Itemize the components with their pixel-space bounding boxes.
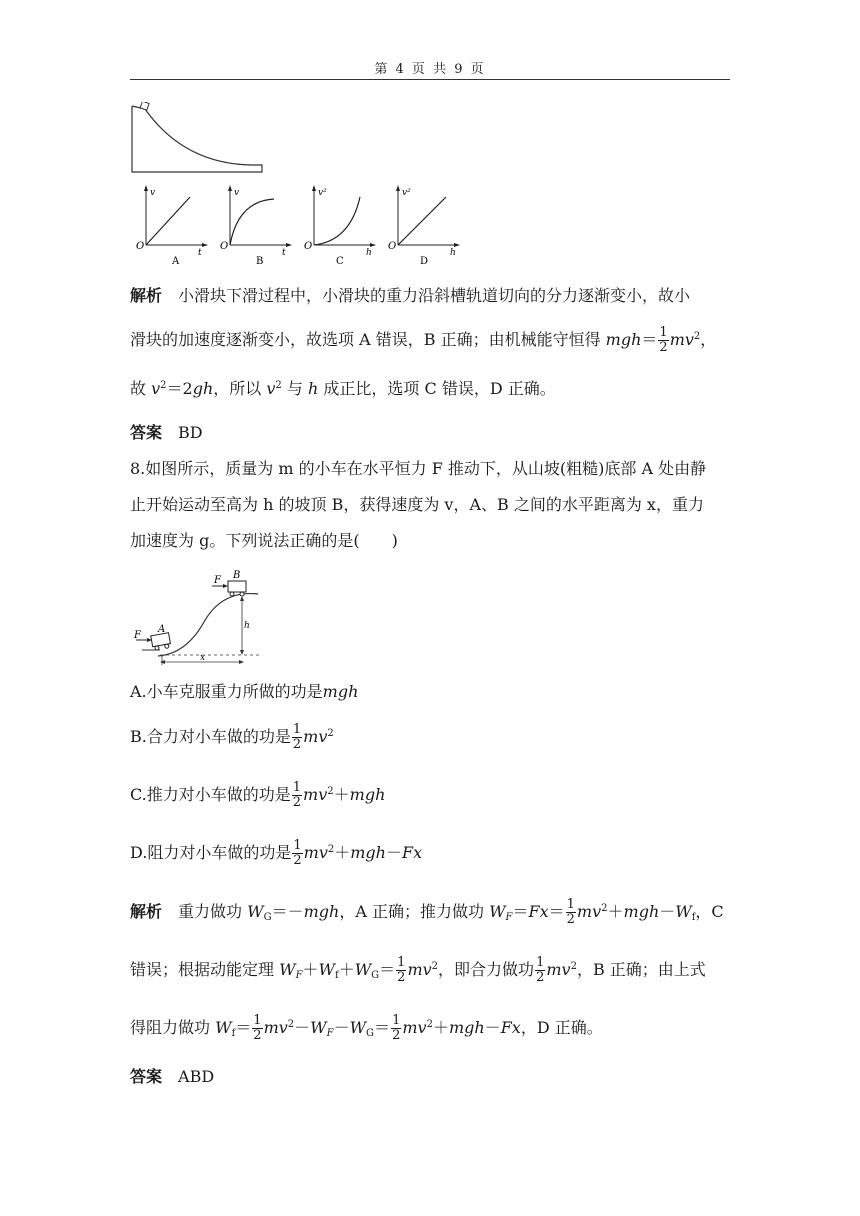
q8-question-line-2: 止开始运动至高为 h 的坡顶 B，获得速度为 v，A、B 之间的水平距离为 x，重力 xyxy=(130,495,704,514)
graph-d-label: D xyxy=(420,256,429,265)
fig-label-h: h xyxy=(244,621,250,631)
graph-a-label: A xyxy=(172,256,180,265)
graph-b-x-label: t xyxy=(282,248,286,258)
graph-d-x-label: h xyxy=(450,248,456,258)
q8-answer xyxy=(130,1066,730,1088)
q8-option-a: A.小车克服重力所做的功是mgh xyxy=(130,682,359,701)
graph-c-x-label: h xyxy=(366,248,372,258)
graph-c-label: C xyxy=(336,256,344,265)
q8-solution-line-3: 得阻力做功 $W_f=$ $\frac{1}{2}$ $mv^2-W_F-W_G=$ $\frac{1}{2}$ $mv^2+mgh-Fx$，D 正确。 xyxy=(130,1013,603,1043)
graph-d-origin: O xyxy=(388,241,397,252)
header-rule xyxy=(130,79,730,80)
graph-d-y-label: v² xyxy=(402,188,411,198)
q8-option-c: C.推力对小车做的功是 $\frac{1}{2}$ $mv^2+mgh$ xyxy=(130,780,386,810)
q7-solution-text-2: 滑块的加速度逐渐变小，故选项 A 错误，B 正确；由机械能守恒得 xyxy=(130,330,601,349)
graph-b xyxy=(218,183,294,269)
q8-option-d: D.阻力对小车做的功是 $\frac{1}{2}$ $mv^2+mgh-Fx$ xyxy=(130,838,423,868)
graph-c-origin: O xyxy=(304,241,313,252)
fig-label-x: x xyxy=(200,653,206,663)
q7-solution-text-1: 小滑块下滑过程中，小滑块的重力沿斜槽轨道切向的分力逐渐变小，故小 xyxy=(178,286,691,305)
q7-answer-label: 答案 xyxy=(130,423,163,442)
graph-b-label: B xyxy=(256,256,264,265)
q7-answer-value: BD xyxy=(178,423,203,442)
q7-solution-line-3: 故 $v^2=2gh$，所以 $v^2$ 与 h 成正比，选项 C 错误，D 正确。 xyxy=(130,379,556,398)
graph-c xyxy=(302,183,378,269)
page-header: 第 4 页 共 9 页 xyxy=(374,62,486,77)
q8-answer-label: 答案 xyxy=(130,1067,163,1086)
q7-answer xyxy=(130,422,730,444)
graph-a-y-label: v xyxy=(150,188,156,198)
graph-b-origin: O xyxy=(220,241,229,252)
q8-solution-line-2: 错误；根据动能定理 $W_F+W_f+W_G=$ $\frac{1}{2}$ $mv^2$，即合力做功 $\frac{1}{2}$ $mv^2$，B 正确；由上式 xyxy=(130,955,706,985)
q7-solution-line-1 xyxy=(130,285,730,307)
q8-solution-label: 解析 xyxy=(130,902,163,921)
fig-label-a: A xyxy=(158,624,166,635)
fig-label-b: B xyxy=(233,570,241,581)
q8-question-line-1: 8.如图所示，质量为 m 的小车在水平恒力 F 推动下，从山坡(粗糙)底部 A 处由静 xyxy=(130,459,707,478)
fraction-half: $\frac{1}{2}$ xyxy=(659,325,668,355)
q8-option-b: B.合力对小车做的功是 $\frac{1}{2}$ $mv^2$ xyxy=(130,722,334,752)
graph-c-y-label: v² xyxy=(318,188,327,198)
fig-label-f-bottom: F xyxy=(134,630,141,641)
q8-question-line-3: 加速度为 g。下列说法正确的是( ) xyxy=(130,531,398,550)
graph-a xyxy=(134,183,210,269)
q8-solution-line-1: 解析 重力做功 $W_G=-mgh$，A 正确；推力做功 $W_F=Fx=$ $\frac{1}{2}$ $mv^2+mgh-W_f$，C xyxy=(130,897,724,927)
q7-solution-line-2: 滑块的加速度逐渐变小，故选项 A 错误，B 正确；由机械能守恒得 mgh＝ $\frac{1}{2}$ $mv^2$， xyxy=(130,325,717,355)
q8-answer-value: ABD xyxy=(178,1067,215,1086)
graph-d xyxy=(386,183,462,269)
hill-cart-figure xyxy=(130,566,270,674)
q7-solution-label: 解析 xyxy=(130,286,163,305)
graph-a-x-label: t xyxy=(198,248,202,258)
fig-label-f-top: F xyxy=(214,575,221,586)
graph-b-y-label: v xyxy=(234,188,240,198)
slide-track-figure xyxy=(128,102,268,178)
graph-a-origin: O xyxy=(136,241,145,252)
